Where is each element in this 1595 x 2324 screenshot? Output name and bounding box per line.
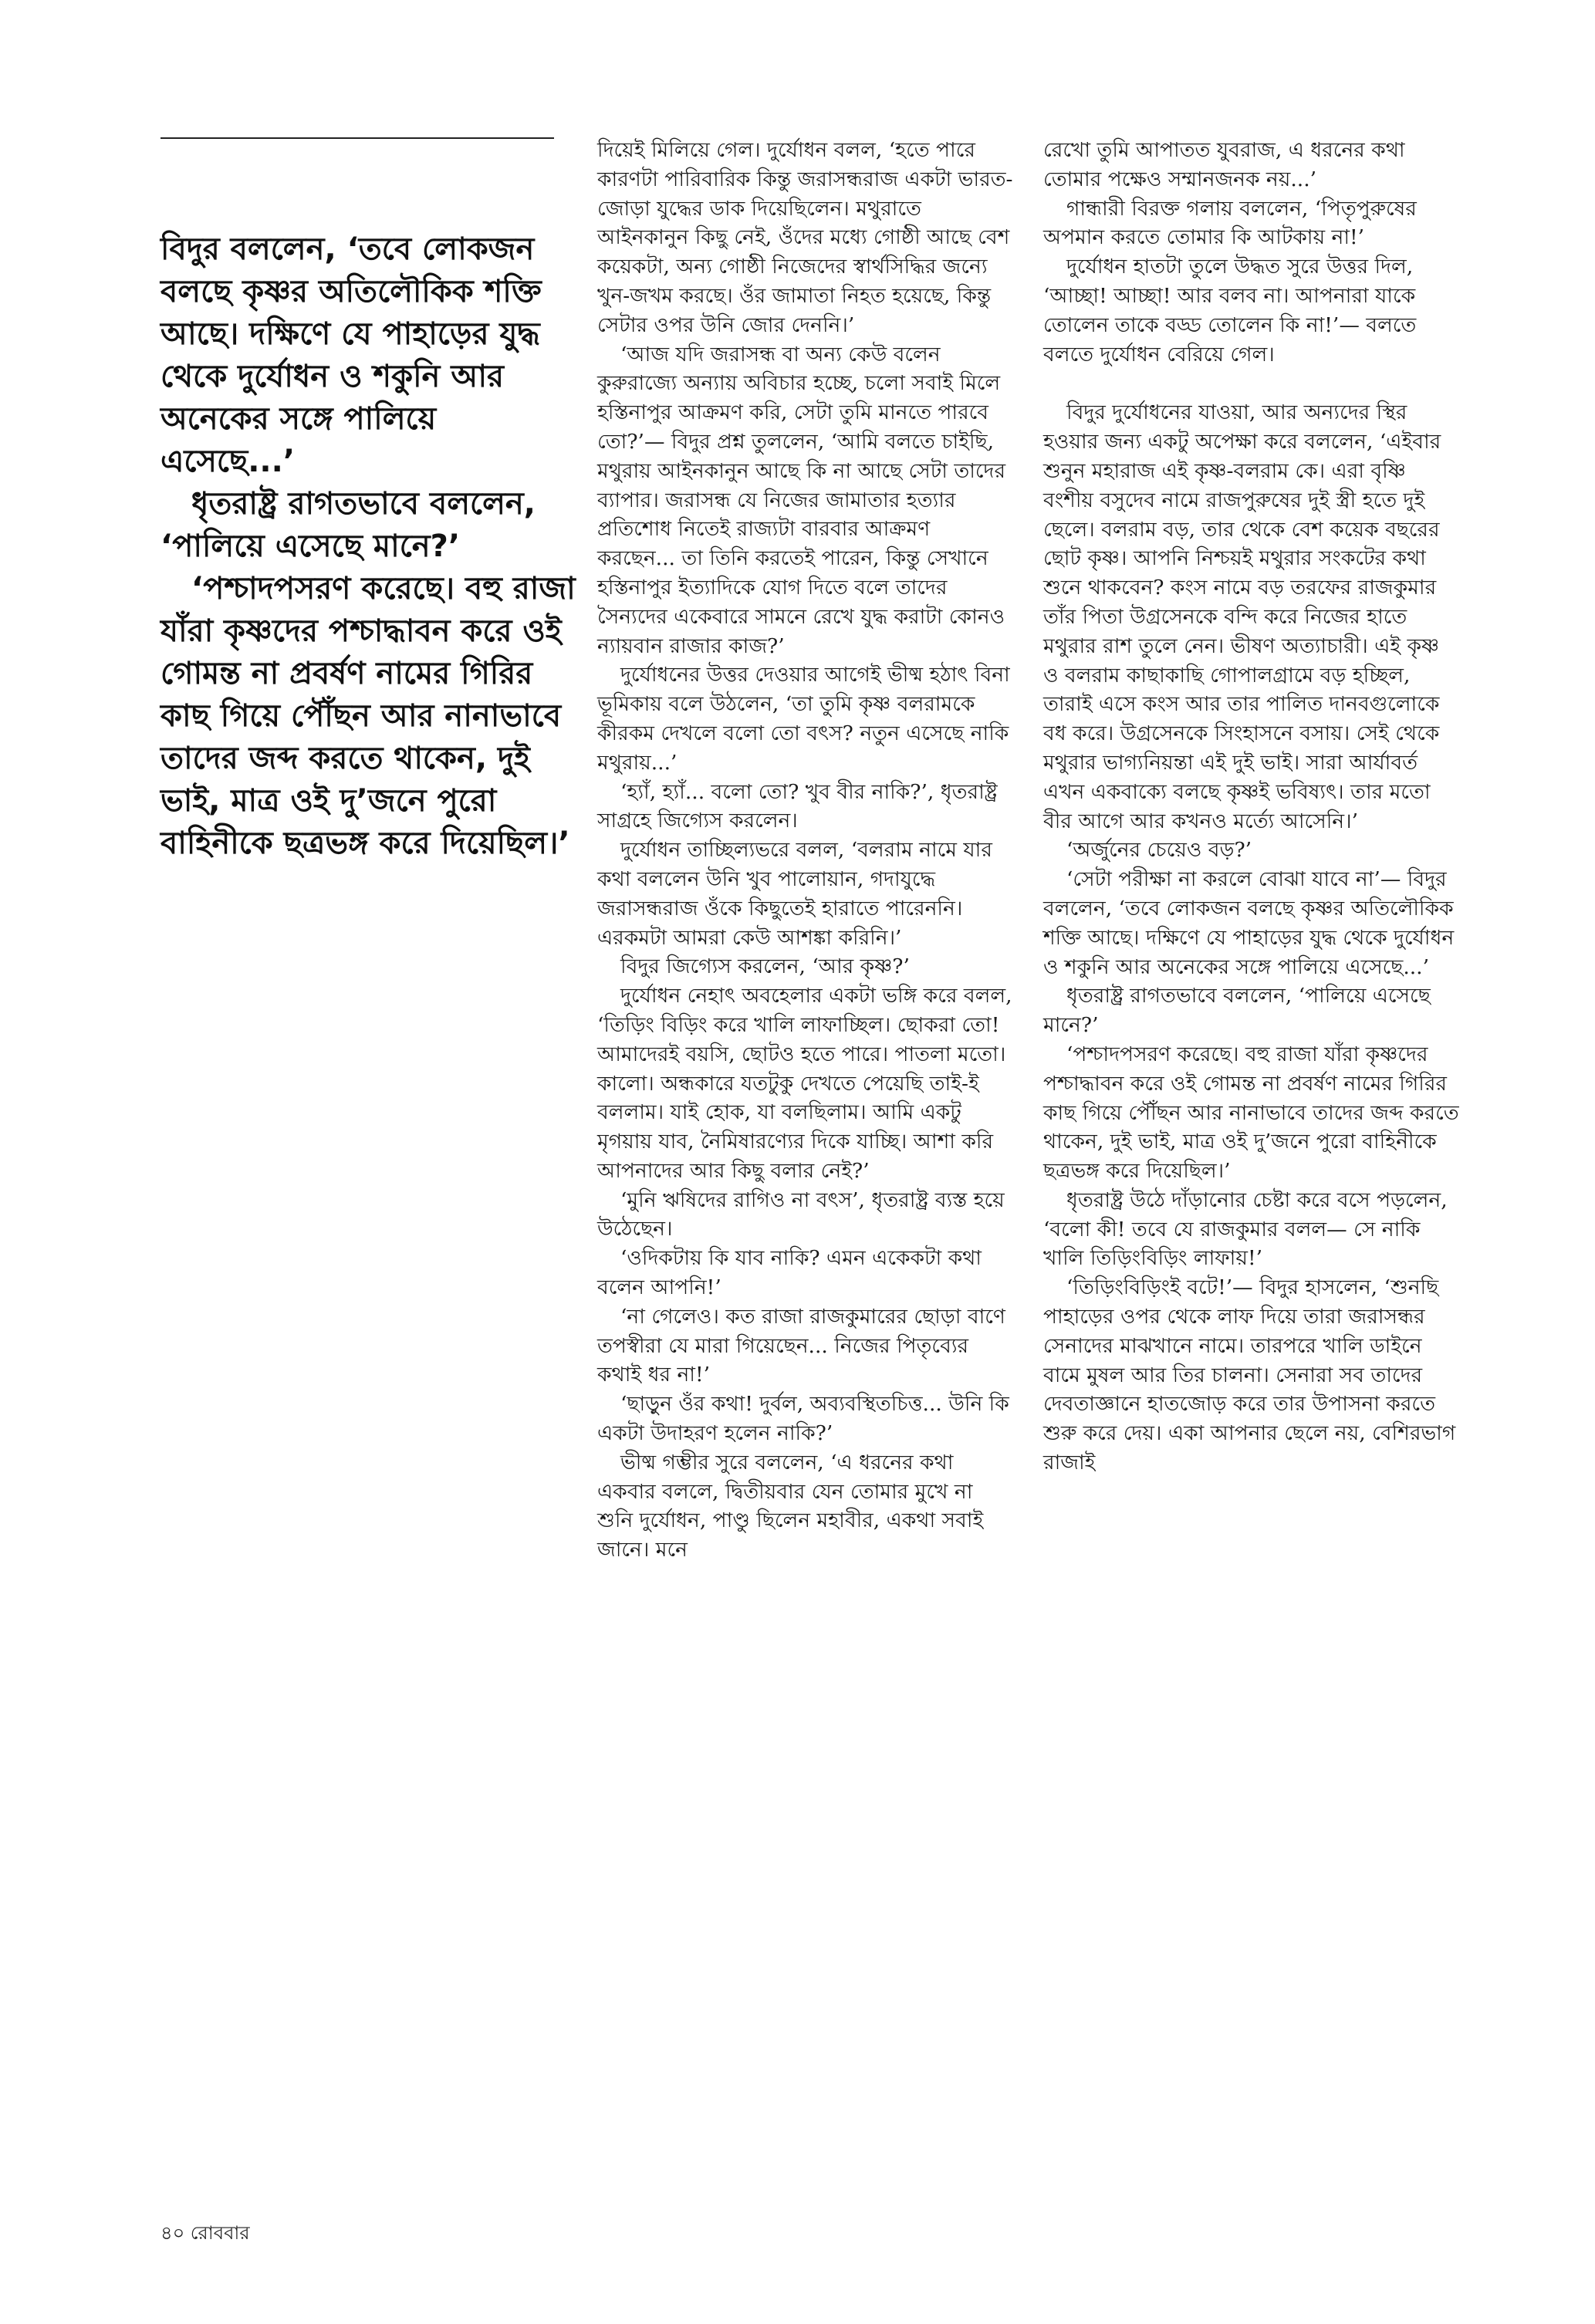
paragraph: দুর্যোধন তাচ্ছিল্যভরে বলল, ‘বলরাম নামে যার কথা বললেন উনি খুব পালোয়ান, গদাযুদ্ধে জরাসন্ধরাজ ওঁকে কিছুতেই হারাতে পারেননি। এরকমটা আমরা কেউ আশঙ্কা করিনি।’ bbox=[597, 838, 992, 950]
paragraph: ভীষ্ম গম্ভীর সুরে বললেন, ‘এ ধরনের কথা একবার বললে, দ্বিতীয়বার যেন তোমার মুখে না শুনি দুর্যোধন, পাণ্ডু ছিলেন মহাবীর, একথা সবাই জানে। মনে bbox=[597, 1450, 984, 1562]
paragraph: দিয়েই মিলিয়ে গেল। দুর্যোধন বলল, ‘হতে পারে কারণটা পারিবারিক কিন্তু জরাসন্ধরাজ একটা ভারত-জোড়া যুদ্ধের ডাক দিয়েছিলেন। মথুরাতে আইনকানুন কিছু নেই, ওঁদের মধ্যে গোষ্ঠী আছে বেশ কয়েকটা, অন্য গোষ্ঠী নিজেদের স্বার্থসিদ্ধির জন্যে খুন-জখম করছে। ওঁর জামাতা নিহত হয়েছে, কিন্তু সেটার ওপর উনি জোর দেননি।’ bbox=[597, 138, 1013, 337]
pullquote-para: বিদুর বললেন, ‘তবে লোকজন বলছে কৃষ্ণর অতিলৌকিক শক্তি আছে। দক্ষিণে যে পাহাড়ের যুদ্ধ থেকে দুর্যোধন ও শকুনি আর অনেকের সঙ্গে পালিয়ে এসেছে...’ bbox=[161, 231, 542, 479]
pullquote-para: ধৃতরাষ্ট্র রাগতভাবে বললেন, ‘পালিয়ে এসেছে মানে?’ bbox=[161, 486, 536, 564]
paragraph: দুর্যোধনের উত্তর দেওয়ার আগেই ভীষ্ম হঠাৎ বিনা ভূমিকায় বলে উঠলেন, ‘তা তুমি কৃষ্ণ বলরামকে কীরকম দেখলে বলো তো বৎস? নতুন এসেছে নাকি মথুরায়...’ bbox=[597, 663, 1010, 775]
paragraph: ‘সেটা পরীক্ষা না করলে বোঝা যাবে না’— বিদুর বললেন, ‘তবে লোকজন বলছে কৃষ্ণর অতিলৌকিক শক্তি আছে। দক্ষিণে যে পাহাড়ের যুদ্ধ থেকে দুর্যোধন ও শকুনি আর অনেকের সঙ্গে পালিয়ে এসেছে...’ bbox=[1043, 867, 1455, 979]
paragraph: ‘না গেলেও। কত রাজা রাজকুমারের ছোড়া বাণে তপস্বীরা যে মারা গিয়েছেন... নিজের পিতৃব্যের কথাই ধর না!’ bbox=[597, 1304, 1005, 1387]
paragraph: বিদুর জিগ্যেস করলেন, ‘আর কৃষ্ণ?’ bbox=[620, 954, 910, 979]
text-column-3 bbox=[1043, 136, 1460, 1478]
paragraph: ‘অর্জুনের চেয়েও বড়?’ bbox=[1066, 838, 1252, 863]
text-column-2 bbox=[597, 136, 1014, 1565]
paragraph: ‘ওদিকটায় কি যাব নাকি? এমন একেকটা কথা বলেন আপনি!’ bbox=[597, 1246, 982, 1300]
paragraph: গান্ধারী বিরক্ত গলায় বললেন, ‘পিতৃপুরুষের অপমান করতে তোমার কি আটকায় না!’ bbox=[1043, 196, 1417, 250]
paragraph: ধৃতরাষ্ট্র রাগতভাবে বললেন, ‘পালিয়ে এসেছে মানে?’ bbox=[1043, 984, 1431, 1038]
paragraph: ‘আজ যদি জরাসন্ধ বা অন্য কেউ বলেন কুরুরাজ্যে অন্যায় অবিচার হচ্ছে, চলো সবাই মিলে হস্তিনাপুর আক্রমণ করি, সেটা তুমি মানতে পারবে তো?’— বিদুর প্রশ্ন তুললেন, ‘আমি বলতে চাইছি, মথুরায় আইনকানুন আছে কি না আছে সেটা তাদের ব্যাপার। জরাসন্ধ যে নিজের জামাতার হত্যার প্রতিশোধ নিতেই রাজ্যটা বারবার আক্রমণ করছেন... তা তিনি করতেই পারেন, কিন্তু সেখানে হস্তিনাপুর ইত্যাদিকে যোগ দিতে বলে তাদের সৈন্যদের একেবারে সামনে রেখে যুদ্ধ করাটা কোনও ন্যায়বান রাজার কাজ?’ bbox=[597, 342, 1006, 658]
paragraph: বিদুর দুর্যোধনের যাওয়া, আর অন্যদের স্থির হওয়ার জন্য একটু অপেক্ষা করে বললেন, ‘এইবার শুনুন মহারাজ এই কৃষ্ণ-বলরাম কে। এরা বৃষ্ণি বংশীয় বসুদেব নামে রাজপুরুষের দুই স্ত্রী হতে দুই ছেলে। বলরাম বড়, তার থেকে বেশ কয়েক বছরের ছোট কৃষ্ণ। আপনি নিশ্চয়ই মথুরার সংকটের কথা শুনে থাকবেন? কংস নামে বড় তরফের রাজকুমার তাঁর পিতা উগ্রসেনকে বন্দি করে নিজের হাতে মথুরার রাশ তুলে নেন। ভীষণ অত্যাচারী। এই কৃষ্ণ ও বলরাম কাছাকাছি গোপালগ্রামে বড় হচ্ছিল, তারাই এসে কংস আর তার পালিত দানবগুলোকে বধ করে। উগ্রসেনকে সিংহাসনে বসায়। সেই থেকে মথুরার ভাগ্যনিয়ন্তা এই দুই ভাই। সারা আর্যাবর্ত এখন একবাক্যে বলছে কৃষ্ণই ভবিষ্যৎ। তার মতো বীর আগে আর কখনও মর্ত্যে আসেনি।’ bbox=[1043, 400, 1441, 833]
pull-quote bbox=[161, 228, 577, 865]
top-rule bbox=[161, 137, 554, 139]
paragraph: ‘পশ্চাদপসরণ করেছে। বহু রাজা যাঁরা কৃষ্ণদের পশ্চাদ্ধাবন করে ওই গোমন্ত না প্রবর্ষণ নামের গিরির কাছ গিয়ে পৌঁছন আর নানাভাবে তাদের জব্দ করতে থাকেন, দুই ভাই, মাত্র ওই দু’জনে পুরো বাহিনীকে ছত্রভঙ্গ করে দিয়েছিল।’ bbox=[1043, 1042, 1459, 1184]
paragraph: রেখো তুমি আপাতত যুবরাজ, এ ধরনের কথা তোমার পক্ষেও সম্মানজনক নয়...’ bbox=[1043, 138, 1405, 191]
page-folio: ৪০ রোববার bbox=[161, 2222, 250, 2244]
paragraph: ‘ছাড়ুন ওঁর কথা! দুর্বল, অব্যবস্থিতচিত্ত... উনি কি একটা উদাহরণ হলেন নাকি?’ bbox=[597, 1392, 1009, 1446]
pullquote-para: ‘পশ্চাদপসরণ করেছে। বহু রাজা যাঁরা কৃষ্ণদের পশ্চাদ্ধাবন করে ওই গোমন্ত না প্রবর্ষণ নামের গিরির কাছ গিয়ে পৌঁছন আর নানাভাবে তাদের জব্দ করতে থাকেন, দুই ভাই, মাত্র ওই দু’জনে পুরো বাহিনীকে ছত্রভঙ্গ করে দিয়েছিল।’ bbox=[161, 571, 576, 861]
paragraph: ধৃতরাষ্ট্র উঠে দাঁড়ানোর চেষ্টা করে বসে পড়লেন, ‘বলো কী! তবে যে রাজকুমার বলল— সে নাকি খালি তিড়িংবিড়িং লাফায়!’ bbox=[1043, 1187, 1448, 1271]
paragraph: ‘তিড়িংবিড়িংই বটে!’— বিদুর হাসলেন, ‘শুনছি পাহাড়ের ওপর থেকে লাফ দিয়ে তারা জরাসন্ধর সেনাদের মাঝখানে নামে। তারপরে খালি ডাইনে বামে মুষল আর তির চালনা। সেনারা সব তাদের দেবতাজ্ঞানে হাতজোড় করে তার উপাসনা করতে শুরু করে দেয়। একা আপনার ছেলে নয়, বেশিরভাগ রাজাই bbox=[1043, 1275, 1456, 1475]
paragraph: ‘হ্যাঁ, হ্যাঁ... বলো তো? খুব বীর নাকি?’, ধৃতরাষ্ট্র সাগ্রহে জিগ্যেস করলেন। bbox=[597, 779, 998, 833]
paragraph: ‘মুনি ঋষিদের রাগিও না বৎস’, ধৃতরাষ্ট্র ব্যস্ত হয়ে উঠেছেন। bbox=[597, 1187, 1005, 1241]
paragraph: দুর্যোধন হাতটা তুলে উদ্ধত সুরে উত্তর দিল, ‘আচ্ছা! আচ্ছা! আর বলব না। আপনারা যাকে তোলেন তাকে বড্ড তোলেন কি না!’— বলতে বলতে দুর্যোধন বেরিয়ে গেল। bbox=[1043, 255, 1417, 367]
paragraph: দুর্যোধন নেহাৎ অবহেলার একটা ভঙ্গি করে বলল, ‘তিড়িং বিড়িং করে খালি লাফাচ্ছিল। ছোকরা তো! আমাদেরই বয়সি, ছোটও হতে পারে। পাতলা মতো। কালো। অন্ধকারে যতটুকু দেখতে পেয়েছি তাই-ই বললাম। যাই হোক, যা বলছিলাম। আমি একটু মৃগয়ায় যাব, নৈমিষারণ্যের দিকে যাচ্ছি। আশা করি আপনাদের আর কিছু বলার নেই?’ bbox=[597, 984, 1012, 1183]
